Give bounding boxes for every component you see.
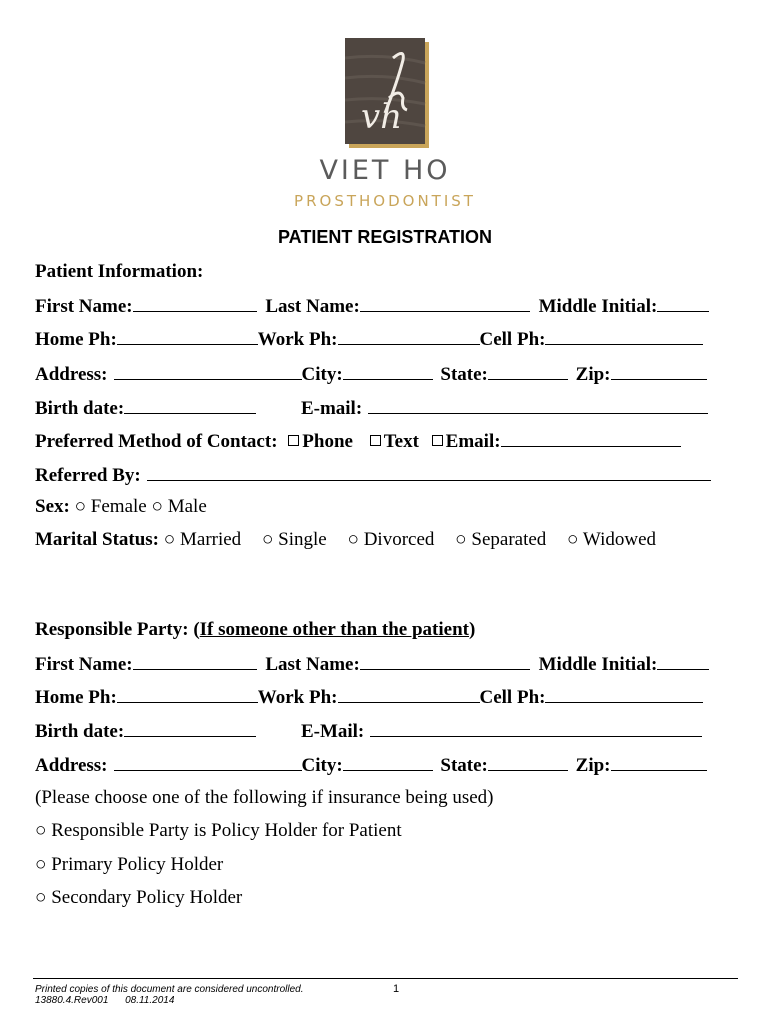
resp-middle-initial-field[interactable] [657,652,709,670]
responsible-name-row: First Name: Last Name: Middle Initial: [35,652,709,676]
contact-text-checkbox[interactable] [370,435,381,446]
insurance-option-primary-radio[interactable]: ○ Primary Policy Holder [35,854,224,875]
resp-cell-phone-field[interactable] [545,685,703,703]
marital-status-row: Marital Status: ○ Married ○ Single ○ Divorced ○ Separated ○ Widowed [35,529,657,550]
resp-city-field[interactable] [343,753,433,771]
practice-logo [345,38,429,148]
responsible-birth-email-row: Birth date: E-Mail: [35,719,702,743]
insurance-option-secondary-radio[interactable]: ○ Secondary Policy Holder [35,887,243,908]
birth-date-field[interactable] [124,396,256,414]
city-field[interactable] [343,362,433,380]
brand-name: VIET HO [319,155,451,186]
marital-divorced-radio[interactable]: ○ Divorced [347,529,435,550]
patient-section-title: Patient Information: [35,261,204,282]
resp-zip-field[interactable] [611,753,707,771]
patient-address-row: Address: City: State: Zip: [35,362,707,386]
sex-male-radio[interactable]: ○ Male [151,496,207,517]
insurance-option-responsible-radio[interactable]: ○ Responsible Party is Policy Holder for Patient [35,820,402,841]
resp-state-field[interactable] [488,753,568,771]
referred-by-row: Referred By: [35,463,711,487]
email-field[interactable] [368,396,708,414]
page-number: 1 [393,983,400,995]
sex-female-radio[interactable]: ○ Female [74,496,147,517]
contact-phone-checkbox[interactable] [288,435,299,446]
address-field[interactable] [114,362,302,380]
footer-note: Printed copies of this document are considered uncontrolled. 13880.4.Rev001 08.11.2014 [35,984,304,1006]
cell-phone-field[interactable] [545,327,703,345]
resp-work-phone-field[interactable] [338,685,480,703]
contact-email-field[interactable] [501,429,681,447]
contact-method-row: Preferred Method of Contact: Phone Text Email: [35,429,681,453]
middle-initial-field[interactable] [657,294,709,312]
marital-widowed-radio[interactable]: ○ Widowed [567,529,657,550]
patient-birth-email-row: Birth date: E-mail: [35,396,708,420]
referred-by-field[interactable] [147,463,711,481]
state-field[interactable] [488,362,568,380]
last-name-field[interactable] [360,294,530,312]
responsible-phone-row: Home Ph: Work Ph: Cell Ph: [35,685,703,709]
patient-name-row: First Name: Last Name: Middle Initial: [35,294,709,318]
resp-home-phone-field[interactable] [117,685,258,703]
sex-row: Sex: ○ Female ○ Male [35,496,207,517]
resp-last-name-field[interactable] [360,652,530,670]
contact-email-checkbox[interactable] [432,435,443,446]
marital-single-radio[interactable]: ○ Single [261,529,327,550]
zip-field[interactable] [611,362,707,380]
work-phone-field[interactable] [338,327,480,345]
insurance-prompt: (Please choose one of the following if insurance being used) [35,787,494,808]
footer-divider [33,978,738,979]
logo-monogram: vh [361,97,403,137]
brand-subtitle: PROSTHODONTIST [294,192,476,210]
home-phone-field[interactable] [117,327,258,345]
resp-first-name-field[interactable] [133,652,257,670]
responsible-section-title: Responsible Party: (If someone other than the patient) [35,619,476,640]
resp-address-field[interactable] [114,753,302,771]
resp-email-field[interactable] [370,719,702,737]
responsible-address-row: Address: City: State: Zip: [35,753,707,777]
marital-separated-radio[interactable]: ○ Separated [455,529,547,550]
resp-birth-date-field[interactable] [124,719,256,737]
first-name-field[interactable] [133,294,257,312]
patient-phone-row: Home Ph: Work Ph: Cell Ph: [35,327,703,351]
marital-married-radio[interactable]: ○ Married [163,529,242,550]
page-title: PATIENT REGISTRATION [278,227,492,247]
